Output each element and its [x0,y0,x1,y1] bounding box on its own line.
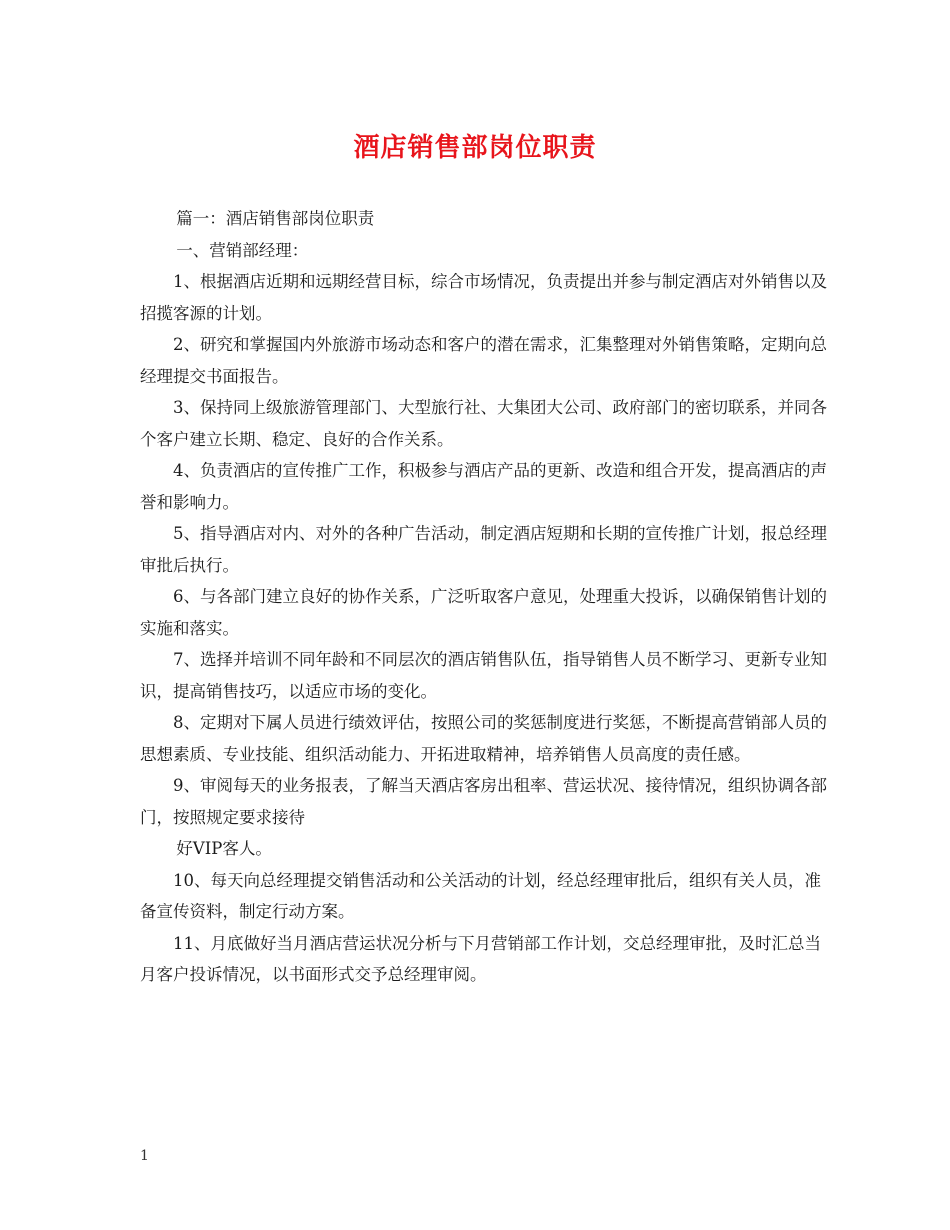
document-body [140,203,830,991]
paragraph-6: 6、与各部门建立良好的协作关系，广泛听取客户意见，处理重大投诉，以确保销售计划的实施和落实。 [140,587,827,638]
paragraph-4: 4、负责酒店的宣传推广工作，积极参与酒店产品的更新、改造和组合开发，提高酒店的声誉和影响力。 [140,461,827,512]
paragraph-9-continuation: 好VIP客人。 [176,839,272,858]
section-heading: 篇一：酒店销售部岗位职责 [176,209,375,228]
paragraph-9: 9、审阅每天的业务报表，了解当天酒店客房出租率、营运状况、接待情况，组织协调各部门，按照规定要求接待 [140,776,827,827]
paragraph-1: 1、根据酒店近期和远期经营目标，综合市场情况，负责提出并参与制定酒店对外销售以及招揽客源的计划。 [140,272,827,323]
paragraph-8: 8、定期对下属人员进行绩效评估，按照公司的奖惩制度进行奖惩，不断提高营销部人员的思想素质、专业技能、组织活动能力、开拓进取精神，培养销售人员高度的责任感。 [140,713,827,764]
paragraph-3: 3、保持同上级旅游管理部门、大型旅行社、大集团大公司、政府部门的密切联系，并同各个客户建立长期、稳定、良好的合作关系。 [140,398,827,449]
paragraph-11: 11、月底做好当月酒店营运状况分析与下月营销部工作计划，交总经理审批，及时汇总当月客户投诉情况，以书面形式交予总经理审阅。 [140,933,821,984]
page-number: 1 [140,1148,149,1164]
document-title: 酒店销售部岗位职责 [353,133,597,163]
paragraph-5: 5、指导酒店对内、对外的各种广告活动，制定酒店短期和长期的宣传推广计划，报总经理审批后执行。 [140,524,827,575]
paragraph-10: 10、每天向总经理提交销售活动和公关活动的计划，经总经理审批后，组织有关人员，准备宣传资料，制定行动方案。 [140,870,821,921]
subsection-heading: 一、营销部经理： [176,240,309,260]
paragraph-7: 7、选择并培训不同年龄和不同层次的酒店销售队伍，指导销售人员不断学习、更新专业知识，提高销售技巧，以适应市场的变化。 [140,650,827,701]
paragraph-2: 2、研究和掌握国内外旅游市场动态和客户的潜在需求，汇集整理对外销售策略，定期向总经理提交书面报告。 [140,335,827,386]
